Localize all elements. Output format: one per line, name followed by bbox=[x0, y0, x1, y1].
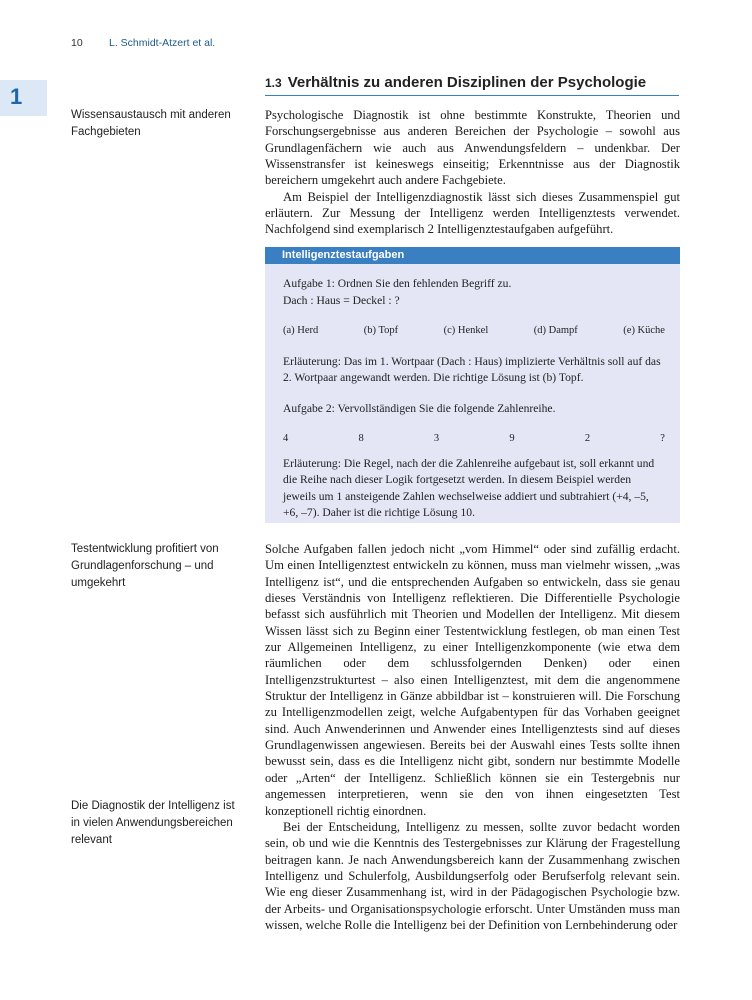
task1-prompt: Aufgabe 1: Ordnen Sie den fehlenden Begriff zu. bbox=[283, 277, 512, 290]
sequence-item: 2 bbox=[584, 433, 591, 444]
page-number: 10 bbox=[71, 37, 83, 49]
task1-options bbox=[283, 323, 665, 340]
chapter-tab bbox=[0, 80, 47, 116]
example-box-title: Intelligenztestaufgaben bbox=[265, 247, 680, 264]
intro-text bbox=[265, 107, 680, 238]
example-box-body bbox=[265, 264, 680, 522]
body-paragraph: Bei der Entscheidung, Intelligenz zu messen, sollte zuvor bedacht worden sein, ob und wie die Kenntnis des Testergebnisses zur Klärung der Fragestellung beitragen kann. Je nach Anwendungsbereich kann der Zusammenhang zwischen Intelligenz und Schulerfolg, Ausbildungserfolg oder Berufserfolg relevant sein. Wie eng dieser Zusammenhang ist, wird in der Pädagogischen Psychologie bzw. der Arbeits- und Organisationspsychologie erforscht. Unter Umständen muss man wissen, welche Rolle die Intelligenz bei der Definition von Lernbehinderung oder bbox=[265, 819, 680, 932]
sequence-item: 4 bbox=[283, 433, 289, 444]
body-paragraph: Solche Aufgaben fallen jedoch nicht „vom Himmel“ oder sind zufällig erdacht. Um einen Intelligenztest entwickeln zu können, muss man vielmehr wissen, „was Intelligenz ist“, und die entsprechenden Aufgaben so entwickeln, dass sie genau dieses Verständnis von Intelligenz reflektieren. Die Differentielle Psychologie befasst sich ausführlich mit Theorien und Modellen der Intelligenz. Mit diesem Wissen lässt sich zu Beginn einer Testentwicklung festlegen, ob man einen Test zur Allgemeinen Intelligenz, zu einer Intelligenzkomponente (wie etwa dem räumlichen oder dem schlussfolgernden Denken) oder einen Intelligenzstrukturtest – also einen Intelligenztest, mit dem die angenommene Struktur der Intelligenz in Gänze abbildbar ist – konstruieren will. Die Forschung zu Intelligenzmodellen zeigt, welche Aufgabentypen für das Vorhaben geeignet sind. Auch Anwenderinnen und Anwender eines Intelligenztests sind auf dieses Grundlagenwissen angewiesen. Bereits bei der Auswahl eines Tests sollte ihnen bewusst sein, dass es die Intelligenz nicht gibt, sondern nur bestimmte Modelle oder „Arten“ der Intelligenz. Schließlich können sie ein Testergebnis nur angemessen interpretieren, wenn sie den von ihnen eingesetzten Test konzeptionell richtig einordnen. bbox=[265, 542, 680, 818]
section-number: 1.3 bbox=[265, 76, 282, 90]
section-title: Verhältnis zu anderen Disziplinen der Psychologie bbox=[287, 74, 647, 91]
option-c: (c) Henkel bbox=[443, 325, 489, 336]
margin-note-knowledge-exchange: Wissensaustausch mit anderen Fachgebieten bbox=[71, 109, 231, 138]
option-a: (a) Herd bbox=[283, 325, 319, 336]
sequence-item: 3 bbox=[433, 433, 440, 444]
margin-note-intelligence-diagnostics: Die Diagnostik der Intelligenz ist in vielen Anwendungsbereichen relevant bbox=[71, 800, 235, 846]
task2-sequence bbox=[283, 431, 665, 448]
intro-paragraph: Psychologische Diagnostik ist ohne bestimmte Konstrukte, Theorien und Forschungsergebnisse aus anderen Bereichen der Psychologie – sowohl aus Grundlagenfächern wie auch aus Anwendungsfeldern – undenkbar. Der Wissenstransfer ist keineswegs einseitig; Erkenntnisse aus der Diagnostik bereichern umgekehrt auch andere Fachgebiete. bbox=[265, 108, 680, 188]
main-text bbox=[265, 541, 680, 933]
intro-paragraph: Am Beispiel der Intelligenzdiagnostik lässt sich dieses Zusammenspiel gut erläutern. Zur Messung der Intelligenz werden Intelligenztests verwendet. Nachfolgend sind exemplarisch 2 Intelligenztestaufgaben aufgeführt. bbox=[265, 189, 680, 237]
task1-explanation: Erläuterung: Das im 1. Wortpaar (Dach : Haus) implizierte Verhältnis soll auf das 2. Wortpaar angewandt werden. Die richtige Lösung ist (b) Topf. bbox=[283, 354, 661, 384]
section-heading bbox=[265, 74, 679, 96]
margin-note-test-development: Testentwicklung profitiert von Grundlagenforschung – und umgekehrt bbox=[71, 543, 219, 589]
task2-prompt: Aufgabe 2: Vervollständigen Sie die folgende Zahlenreihe. bbox=[283, 401, 556, 415]
task2-explanation: Erläuterung: Die Regel, nach der die Zahlenreihe aufgebaut ist, soll erkannt und die Reihe nach dieser Logik fortgesetzt werden. In diesem Beispiel werden jeweils um 1 ansteigende Zahlen wechselweise addiert und subtrahiert (+4, –5, +6, –7). Daher ist die richtige Lösung 10. bbox=[283, 456, 655, 519]
running-header bbox=[71, 37, 215, 49]
option-d: (d) Dampf bbox=[533, 325, 578, 336]
running-header-authors: L. Schmidt-Atzert et al. bbox=[109, 37, 216, 49]
sequence-item: 9 bbox=[509, 433, 515, 444]
option-b: (b) Topf bbox=[363, 325, 399, 336]
option-e: (e) Küche bbox=[623, 325, 665, 336]
example-box bbox=[265, 247, 680, 523]
sequence-item: ? bbox=[660, 433, 665, 444]
sequence-item: 8 bbox=[358, 433, 364, 444]
task1-analogy: Dach : Haus = Deckel : ? bbox=[283, 293, 400, 307]
chapter-number: 1 bbox=[10, 84, 23, 109]
